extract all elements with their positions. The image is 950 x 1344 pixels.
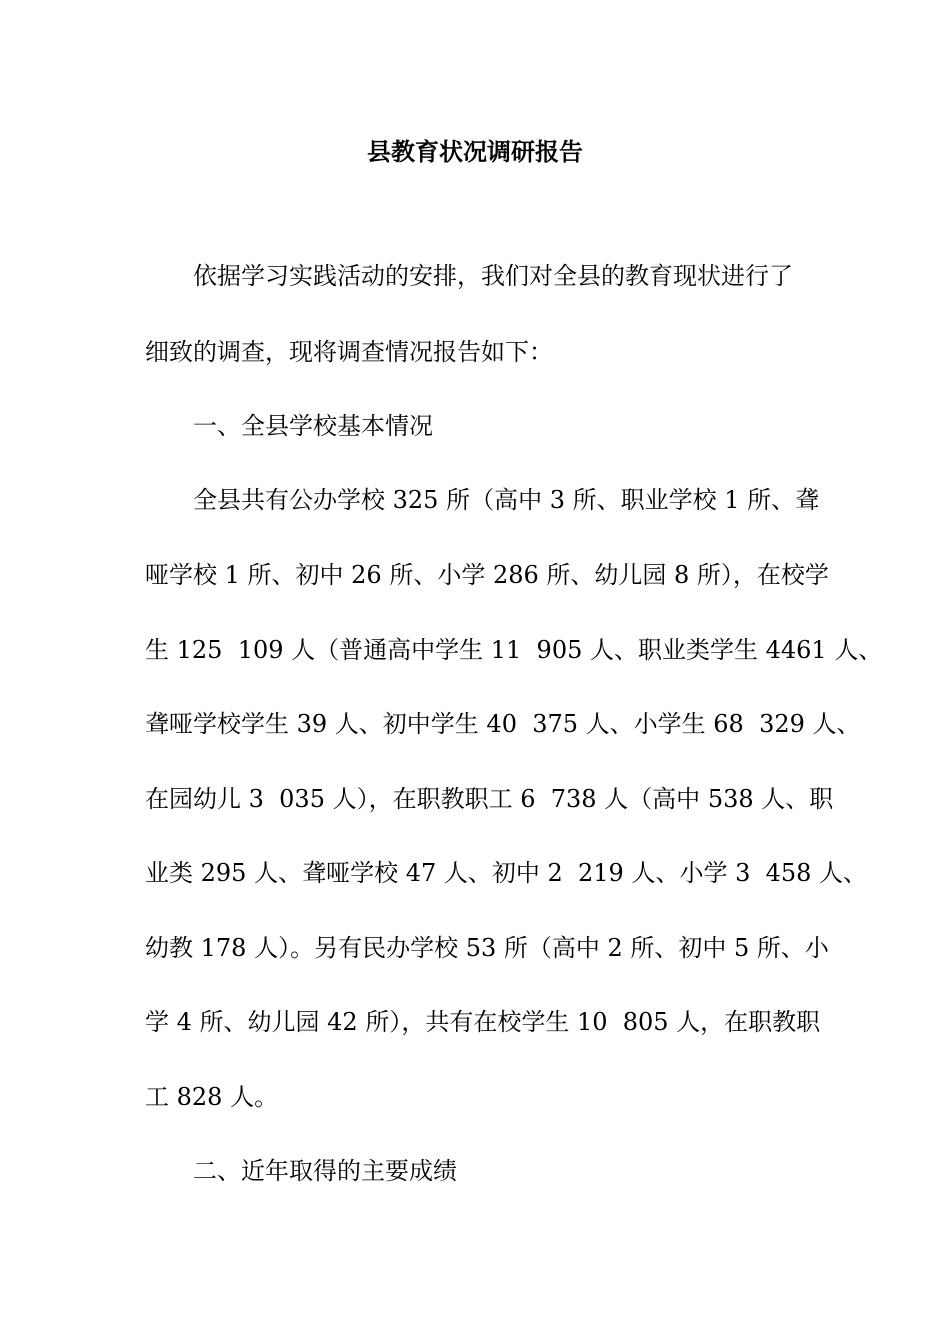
paragraph-line: 生 125 109 人（普通高中学生 11 905 人、职业类学生 4461 人、 xyxy=(145,636,883,664)
paragraph-line: 幼教 178 人）。另有民办学校 53 所（高中 2 所、初中 5 所、小 xyxy=(145,934,829,962)
paragraph-line: 业类 295 人、聋哑学校 47 人、初中 2 219 人、小学 3 458 人、 xyxy=(145,859,868,887)
section-heading-1: 一、全县学校基本情况 xyxy=(193,412,433,440)
intro-line-2: 细致的调查，现将调查情况报告如下： xyxy=(145,338,553,366)
paragraph-line: 聋哑学校学生 39 人、初中学生 40 375 人、小学生 68 329 人、 xyxy=(145,710,861,738)
paragraph-line: 全县共有公办学校 325 所（高中 3 所、职业学校 1 所、聋 xyxy=(193,486,820,514)
section-heading-2: 二、近年取得的主要成绩 xyxy=(193,1157,457,1185)
paragraph-line: 哑学校 1 所、初中 26 所、小学 286 所、幼儿园 8 所），在校学 xyxy=(145,561,829,589)
paragraph-line: 学 4 所、幼儿园 42 所），共有在校学生 10 805 人，在职教职 xyxy=(145,1008,821,1036)
intro-line-1: 依据学习实践活动的安排，我们对全县的教育现状进行了 xyxy=(193,262,793,290)
paragraph-line: 在园幼儿 3 035 人），在职教职工 6 738 人（高中 538 人、职 xyxy=(145,785,834,813)
document-title: 县教育状况调研报告 xyxy=(367,137,583,166)
paragraph-line: 工 828 人。 xyxy=(145,1083,279,1111)
